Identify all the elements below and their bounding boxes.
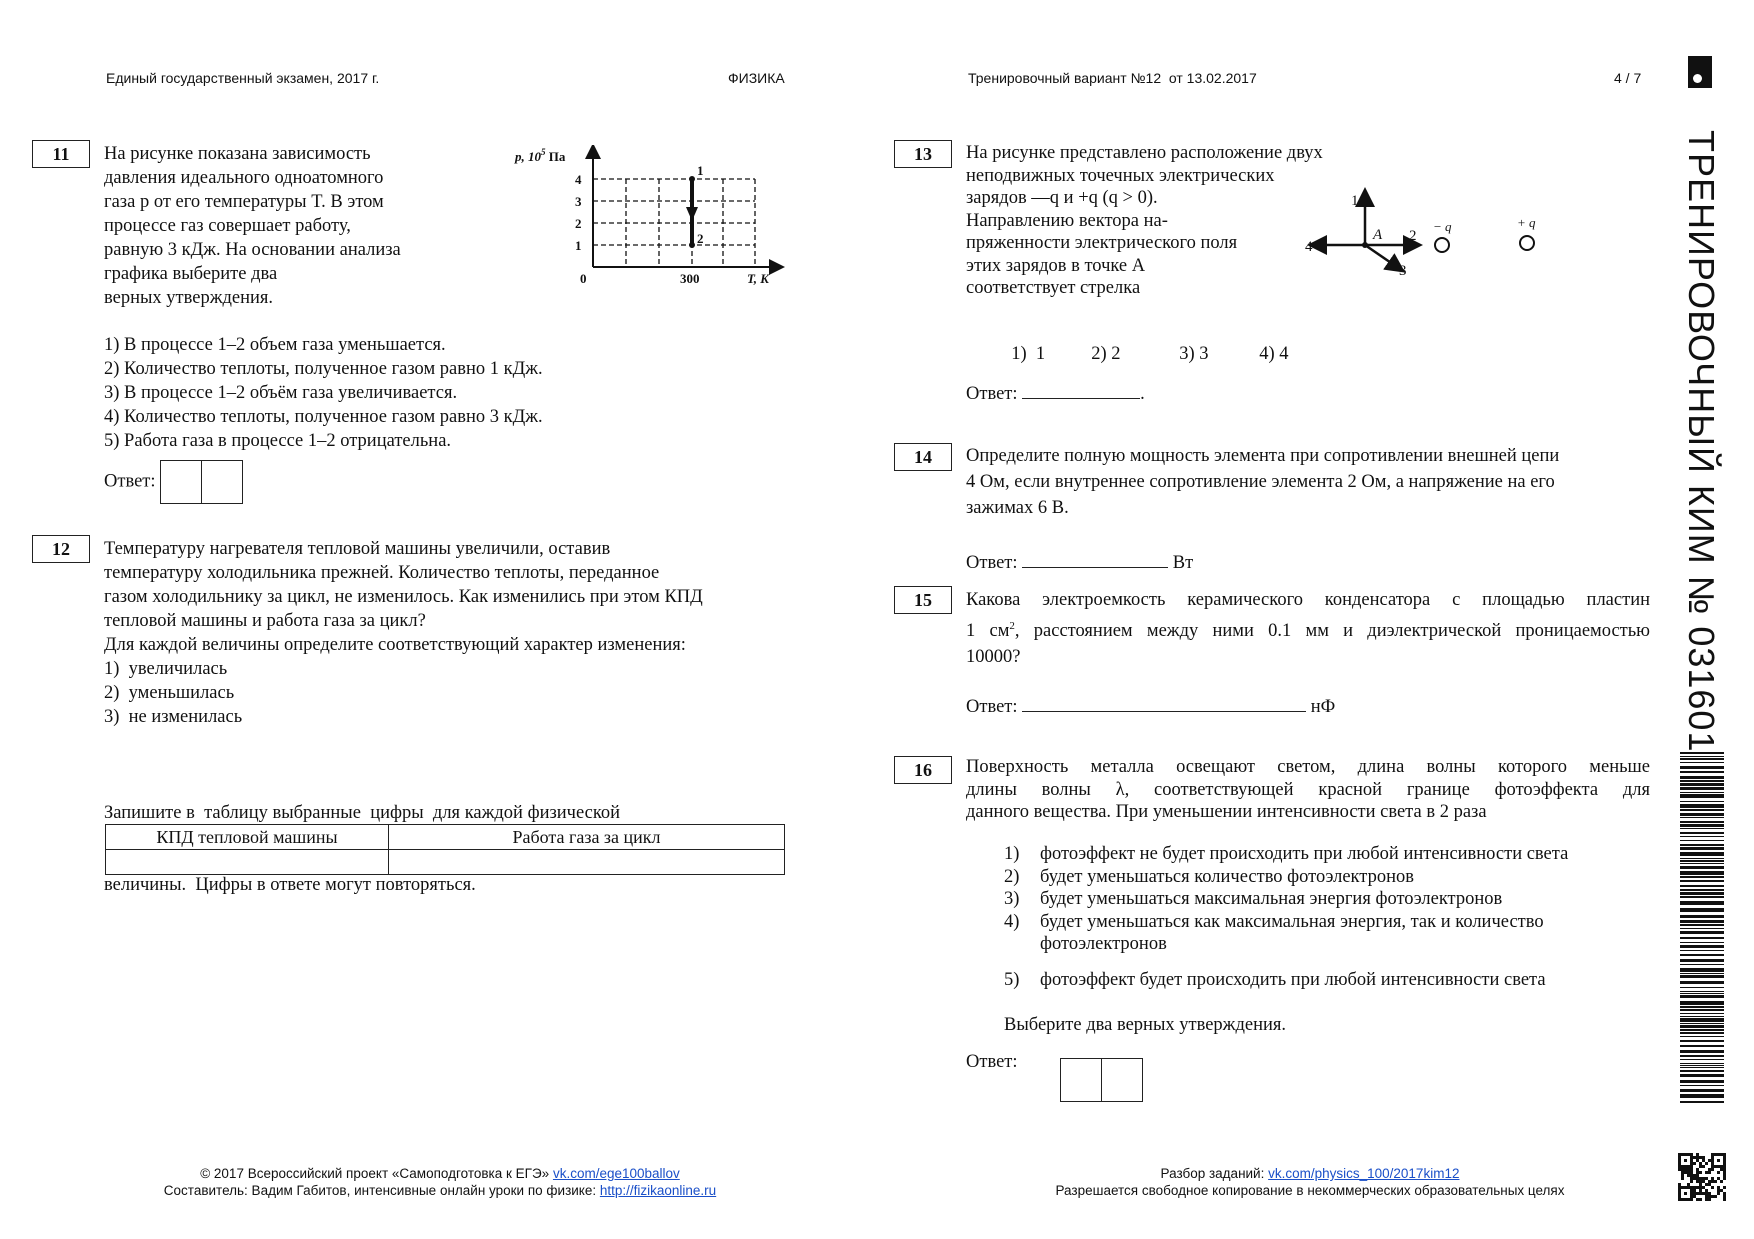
barcode-bar (1680, 852, 1724, 856)
q13-line: этих зарядов в точке A (966, 255, 1146, 276)
barcode-bar (1680, 876, 1724, 878)
option-text: будет уменьшаться количество фотоэлектронов (1040, 866, 1414, 887)
barcode-bar (1680, 766, 1724, 769)
barcode-bar (1680, 1055, 1724, 1057)
y-label: p, $10^5$ Па (515, 147, 566, 164)
footer-right (1000, 1165, 1620, 1199)
answer-label: Ответ: (966, 1052, 1018, 1072)
q11-option: 4) Количество теплоты, полученное газом равно 3 кДж. (104, 407, 543, 427)
barcode-bar (1680, 964, 1724, 965)
barcode-bar (1680, 981, 1724, 984)
barcode-bar (1680, 858, 1724, 859)
answer-line[interactable] (1022, 693, 1306, 712)
q13-charges-figure (1295, 185, 1555, 285)
barcode-bar (1680, 804, 1724, 808)
q14-answer (966, 549, 1193, 575)
x-tick: 300 (680, 271, 700, 286)
q11-line: процессе газ совершает работу, (104, 216, 351, 236)
process-arrow (686, 207, 698, 221)
qr-module (1690, 1180, 1693, 1183)
answer-label: Ответ: (966, 384, 1018, 404)
q13-line: На рисунке представлено расположение двух (966, 143, 1323, 163)
barcode-bar (1680, 993, 1724, 994)
answer-unit: нФ (1310, 697, 1336, 717)
barcode-bar (1680, 995, 1724, 998)
option-number: 1) (1004, 844, 1020, 864)
qr-module (1684, 1159, 1687, 1162)
option-number: 4) (1004, 911, 1020, 932)
option-text: будет уменьшаться как максимальная энергия, так и количество фотоэлектронов (1040, 911, 1544, 954)
barcode-bar (1680, 1032, 1724, 1034)
qr-module (1681, 1177, 1684, 1180)
q16-options (1004, 843, 1654, 991)
q11-text (104, 142, 484, 310)
exam-title: Единый государственный экзамен, 2017 г. (106, 70, 380, 86)
q13-line: неподвижных точечных электрических (966, 165, 1275, 186)
q12-instruction-line: Запишите в таблицу выбранные цифры для каждой физической (104, 803, 621, 823)
barcode-bar (1680, 928, 1724, 929)
superscript: 2 (1009, 620, 1015, 632)
arrow-2-label: 2 (1409, 228, 1417, 244)
q15-line: Какова электроемкость керамического конденсатора с площадью пластин (966, 590, 1650, 610)
qr-module (1717, 1159, 1720, 1162)
barcode-bar (1680, 828, 1724, 829)
barcode-bar (1680, 1009, 1724, 1011)
q13-answer (966, 380, 1145, 406)
barcode-bar (1680, 931, 1724, 934)
q14-line: Определите полную мощность элемента при сопротивлении внешней цепи (966, 446, 1560, 466)
point-2-label: 2 (697, 231, 704, 246)
barcode-bar (1680, 1080, 1724, 1083)
q12-text (104, 537, 804, 729)
side-title: ТРЕНИРОВОЧНЫЙ КИМ № 031601 (1681, 130, 1722, 753)
q11-line: графика выберите два (104, 264, 278, 284)
barcode-bar (1680, 1001, 1724, 1005)
negative-charge (1435, 238, 1449, 252)
table-header: Работа газа за цикл (389, 825, 785, 850)
barcode-bar (1680, 836, 1724, 837)
qr-module (1723, 1186, 1726, 1189)
barcode-bar (1680, 1094, 1724, 1098)
barcode-bar (1680, 794, 1724, 798)
q16-line: Поверхность металла освещают светом, длина волны которого меньше (966, 757, 1650, 777)
qr-module (1723, 1177, 1726, 1180)
subject-title: ФИЗИКА (728, 70, 785, 86)
barcode-bar (1680, 824, 1724, 827)
question-number-11: 11 (32, 140, 90, 168)
barcode-bar (1680, 1065, 1724, 1066)
arrow-4-label: 4 (1305, 239, 1313, 255)
answer-cell-1[interactable] (160, 460, 202, 504)
neg-charge-label: − q (1433, 219, 1452, 234)
q14-text (966, 443, 1650, 521)
qr-module (1714, 1195, 1717, 1198)
footer-text: Составитель: Вадим Габитов, интенсивные онлайн уроки по физике: (163, 1183, 600, 1198)
vk-link[interactable]: vk.com/ege100ballov (552, 1166, 680, 1181)
y-tick: 2 (575, 216, 582, 231)
qr-code (1678, 1153, 1726, 1201)
q12-option: 2) уменьшилась (104, 683, 235, 703)
barcode-bar (1680, 871, 1724, 875)
barcode-bar (1680, 975, 1724, 978)
q13-option: 4) 4 (1259, 344, 1289, 364)
barcode-bar (1680, 1006, 1724, 1008)
q11-answer (104, 460, 243, 504)
barcode-bar (1680, 937, 1724, 939)
q16-text (966, 756, 1650, 824)
barcode-bar (1680, 973, 1724, 974)
answer-label: Ответ: (966, 697, 1018, 717)
q16-option (1004, 866, 1654, 889)
qr-module (1684, 1192, 1687, 1195)
barcode-bar (1680, 832, 1724, 834)
barcode-bar (1680, 792, 1724, 793)
area-value: 1 см (966, 621, 1010, 642)
q13-option: 2) 2 (1091, 344, 1121, 364)
q15-line: 10000? (966, 647, 1021, 668)
answer-cell-1[interactable] (1060, 1058, 1102, 1102)
q16-option (1004, 843, 1654, 866)
q13-line: пряженности электрического поля (966, 233, 1238, 253)
barcode-bar (1680, 1089, 1724, 1092)
q15-answer (966, 693, 1335, 719)
grid (593, 179, 755, 267)
q11-option: 3) В процессе 1–2 объём газа увеличивается. (104, 383, 458, 403)
q12-line: Для каждой величины определите соответствующий характер изменения: (104, 635, 686, 655)
question-number-15: 15 (894, 586, 952, 614)
q16-answer-boxes (1060, 1058, 1143, 1102)
answer-cell-2[interactable] (1102, 1058, 1143, 1102)
barcode-bar (1680, 1101, 1724, 1103)
barcode-bar (1680, 896, 1724, 898)
y-tick: 1 (575, 238, 582, 253)
barcode-bar (1680, 844, 1724, 846)
q16-option (1004, 888, 1654, 911)
q11-line: газа p от его температуры T. В этом (104, 192, 384, 212)
barcode-bar (1680, 908, 1724, 912)
answer-line[interactable] (1022, 380, 1140, 399)
origin-label: 0 (580, 271, 587, 286)
option-number: 3) (1004, 889, 1020, 909)
option-text: будет уменьшаться максимальная энергия фотоэлектронов (1040, 889, 1503, 909)
barcode-bar (1680, 860, 1724, 862)
barcode-bar (1680, 950, 1724, 951)
barcode (1680, 752, 1724, 1102)
q11-option: 5) Работа газа в процессе 1–2 отрицательна. (104, 431, 452, 451)
barcode-bar (1680, 1036, 1724, 1037)
barcode-bar (1680, 758, 1724, 760)
qr-module (1705, 1162, 1708, 1165)
barcode-bar (1680, 892, 1724, 895)
q13-line: зарядов —q и +q (q > 0). (966, 188, 1158, 208)
barcode-bar (1680, 1070, 1724, 1072)
q12-instruction-line: величины. Цифры в ответе могут повторяться. (104, 875, 476, 895)
barcode-bar (1680, 968, 1724, 972)
q15-line-tail: , расстоянием между ними 0.1 мм и диэлектрической проницаемостью (1014, 621, 1651, 642)
barcode-bar (1680, 813, 1724, 816)
qr-module (1708, 1171, 1711, 1174)
point-a-label: A (1373, 227, 1383, 243)
q15-text (966, 587, 1650, 670)
arrow-3-label: 3 (1399, 263, 1407, 279)
option-text: фотоэффект не будет происходить при любой интенсивности света (1040, 844, 1569, 864)
q11-option: 1) В процессе 1–2 объем газа уменьшается. (104, 335, 446, 355)
question-number-13: 13 (894, 140, 952, 168)
q11-line: верных утверждения. (104, 288, 274, 308)
q16-line: данного вещества. При уменьшении интенсивности света в 2 раза (966, 802, 1487, 822)
barcode-bar (1680, 1045, 1724, 1047)
answer-line[interactable] (1022, 549, 1168, 568)
q12-line: тепловой машины и работа газа за цикл? (104, 611, 426, 631)
point-1-label: 1 (697, 163, 704, 178)
q12-line: Температуру нагревателя тепловой машины увеличили, оставив (104, 539, 611, 559)
barcode-bar (1680, 1016, 1724, 1017)
fizikaonline-link[interactable]: http://fizikaonline.ru (599, 1183, 717, 1198)
barcode-bar (1680, 752, 1724, 754)
barcode-bar (1680, 821, 1724, 823)
option-text: фотоэффект будет происходить при любой интенсивности света (1040, 969, 1546, 990)
qr-module (1699, 1198, 1702, 1201)
table-header: КПД тепловой машины (106, 825, 389, 850)
footer-text: Разбор заданий: (1160, 1166, 1269, 1181)
barcode-bar (1680, 920, 1724, 923)
arrow-3 (1365, 245, 1397, 267)
footer-left-line2 (100, 1182, 780, 1199)
q14-line: зажимах 6 В. (966, 498, 1069, 518)
point-1 (689, 176, 695, 182)
footer-right-line1 (1000, 1165, 1620, 1182)
barcode-bar (1680, 987, 1724, 988)
option-number: 2) (1004, 866, 1020, 887)
answer-unit: Вт (1172, 553, 1194, 573)
qr-module (1711, 1186, 1714, 1189)
barcode-bar (1680, 1067, 1724, 1068)
barcode-bar (1680, 942, 1724, 943)
barcode-bar (1680, 1025, 1724, 1028)
barcode-bar (1680, 1059, 1724, 1060)
qr-module (1720, 1180, 1723, 1183)
q13-line: Направлению вектора на- (966, 210, 1168, 231)
barcode-bar (1680, 1063, 1724, 1064)
q11-option: 2) Количество теплоты, полученное газом равно 1 кДж. (104, 359, 543, 379)
q16-option (1004, 969, 1654, 992)
positive-charge (1520, 236, 1534, 250)
barcode-bar (1680, 783, 1724, 786)
barcode-bar (1680, 817, 1724, 818)
q11-options (104, 333, 784, 453)
arrow-1-label: 1 (1351, 193, 1359, 209)
qr-module (1708, 1198, 1711, 1201)
q11-line: равную 3 кДж. На основании анализа (104, 240, 401, 260)
qr-module (1717, 1192, 1720, 1195)
barcode-bar (1680, 1029, 1724, 1031)
physics-link[interactable]: vk.com/physics_100/2017kim12 (1268, 1166, 1460, 1181)
side-title-wrap (1676, 130, 1726, 753)
footer-left (100, 1165, 780, 1199)
q13-option: 1) 1 (1011, 344, 1046, 364)
q13-option: 3) 3 (1179, 344, 1209, 364)
barcode-bar (1680, 863, 1724, 864)
barcode-bar (1680, 954, 1724, 956)
answer-label: Ответ: (104, 471, 156, 492)
barcode-bar (1680, 787, 1724, 790)
barcode-bar (1680, 780, 1724, 782)
barcode-bar (1680, 840, 1724, 841)
barcode-bar (1680, 915, 1724, 918)
barcode-bar (1680, 1085, 1724, 1086)
question-number-14: 14 (894, 443, 952, 471)
answer-end: . (1140, 384, 1145, 404)
q12-line: температуру холодильника прежней. Количество теплоты, переданное (104, 563, 660, 583)
answer-label: Ответ: (966, 553, 1018, 573)
q11-line: давления идеального одноатомного (104, 168, 384, 188)
qr-module (1723, 1198, 1726, 1201)
qr-module (1690, 1198, 1693, 1201)
q16-option (1004, 911, 1654, 956)
page-number: 4 / 7 (1614, 70, 1642, 86)
corner-mark (1688, 56, 1712, 88)
point-a (1362, 242, 1368, 248)
qr-module (1699, 1171, 1702, 1174)
barcode-bar (1680, 991, 1724, 992)
qr-module (1711, 1168, 1714, 1171)
question-number-12: 12 (32, 535, 90, 563)
barcode-bar (1680, 762, 1724, 763)
barcode-bar (1680, 801, 1724, 802)
point-2 (689, 242, 695, 248)
barcode-bar (1680, 776, 1724, 779)
q15-line (966, 613, 1650, 644)
footer-left-line1 (100, 1165, 780, 1182)
barcode-bar (1680, 880, 1724, 882)
barcode-bar (1680, 866, 1724, 869)
y-tick: 4 (575, 172, 582, 187)
footer-text: © 2017 Всероссийский проект «Самоподготовка к ЕГЭ» (200, 1166, 553, 1181)
q11-pt-graph (505, 145, 790, 295)
q13-line: соответствует стрелка (966, 278, 1141, 298)
q12-answer-table (105, 824, 785, 875)
barcode-bar (1680, 1050, 1724, 1053)
barcode-bar (1680, 847, 1724, 850)
barcode-bar (1680, 889, 1724, 891)
barcode-bar (1680, 1018, 1724, 1022)
barcode-bar (1680, 1023, 1724, 1024)
answer-cell-kpd[interactable] (106, 850, 389, 875)
q14-line: 4 Ом, если внутреннее сопротивление элемента 2 Ом, а напряжение на его (966, 472, 1555, 492)
pos-charge-label: + q (1517, 215, 1536, 230)
barcode-bar (1680, 901, 1724, 905)
barcode-bar (1680, 959, 1724, 962)
qr-module (1717, 1171, 1720, 1174)
option-number: 5) (1004, 969, 1020, 990)
qr-module (1693, 1162, 1696, 1165)
footer-right-line2: Разрешается свободное копирование в некоммерческих образовательных целях (1055, 1183, 1565, 1198)
barcode-bar (1680, 885, 1724, 887)
qr-module (1714, 1180, 1717, 1183)
barcode-bar (1680, 771, 1724, 773)
barcode-bar (1680, 945, 1724, 948)
answer-cell-2[interactable] (202, 460, 243, 504)
barcode-bar (1680, 809, 1724, 811)
barcode-bar (1680, 1013, 1724, 1014)
x-label: T, K (747, 271, 769, 286)
y-tick: 3 (575, 194, 582, 209)
barcode-bar (1680, 1040, 1724, 1042)
q16-instruction: Выберите два верных утверждения. (1004, 1015, 1287, 1035)
qr-module (1702, 1165, 1705, 1168)
barcode-bar (1680, 924, 1724, 926)
question-number-16: 16 (894, 756, 952, 784)
q11-line: На рисунке показана зависимость (104, 144, 371, 164)
q12-option: 3) не изменилась (104, 707, 243, 727)
barcode-bar (1680, 1074, 1724, 1077)
barcode-bar (1680, 756, 1724, 757)
q13-options (1002, 318, 1422, 366)
q12-option: 1) увеличилась (104, 659, 228, 679)
answer-cell-work[interactable] (389, 850, 785, 875)
q12-line: газом холодильнику за цикл, не изменилось. Как изменились при этом КПД (104, 587, 703, 607)
variant-title: Тренировочный вариант №12 от 13.02.2017 (968, 70, 1257, 86)
q16-line: длины волны λ, соответствующей красной границе фотоэффекта для (966, 779, 1650, 800)
